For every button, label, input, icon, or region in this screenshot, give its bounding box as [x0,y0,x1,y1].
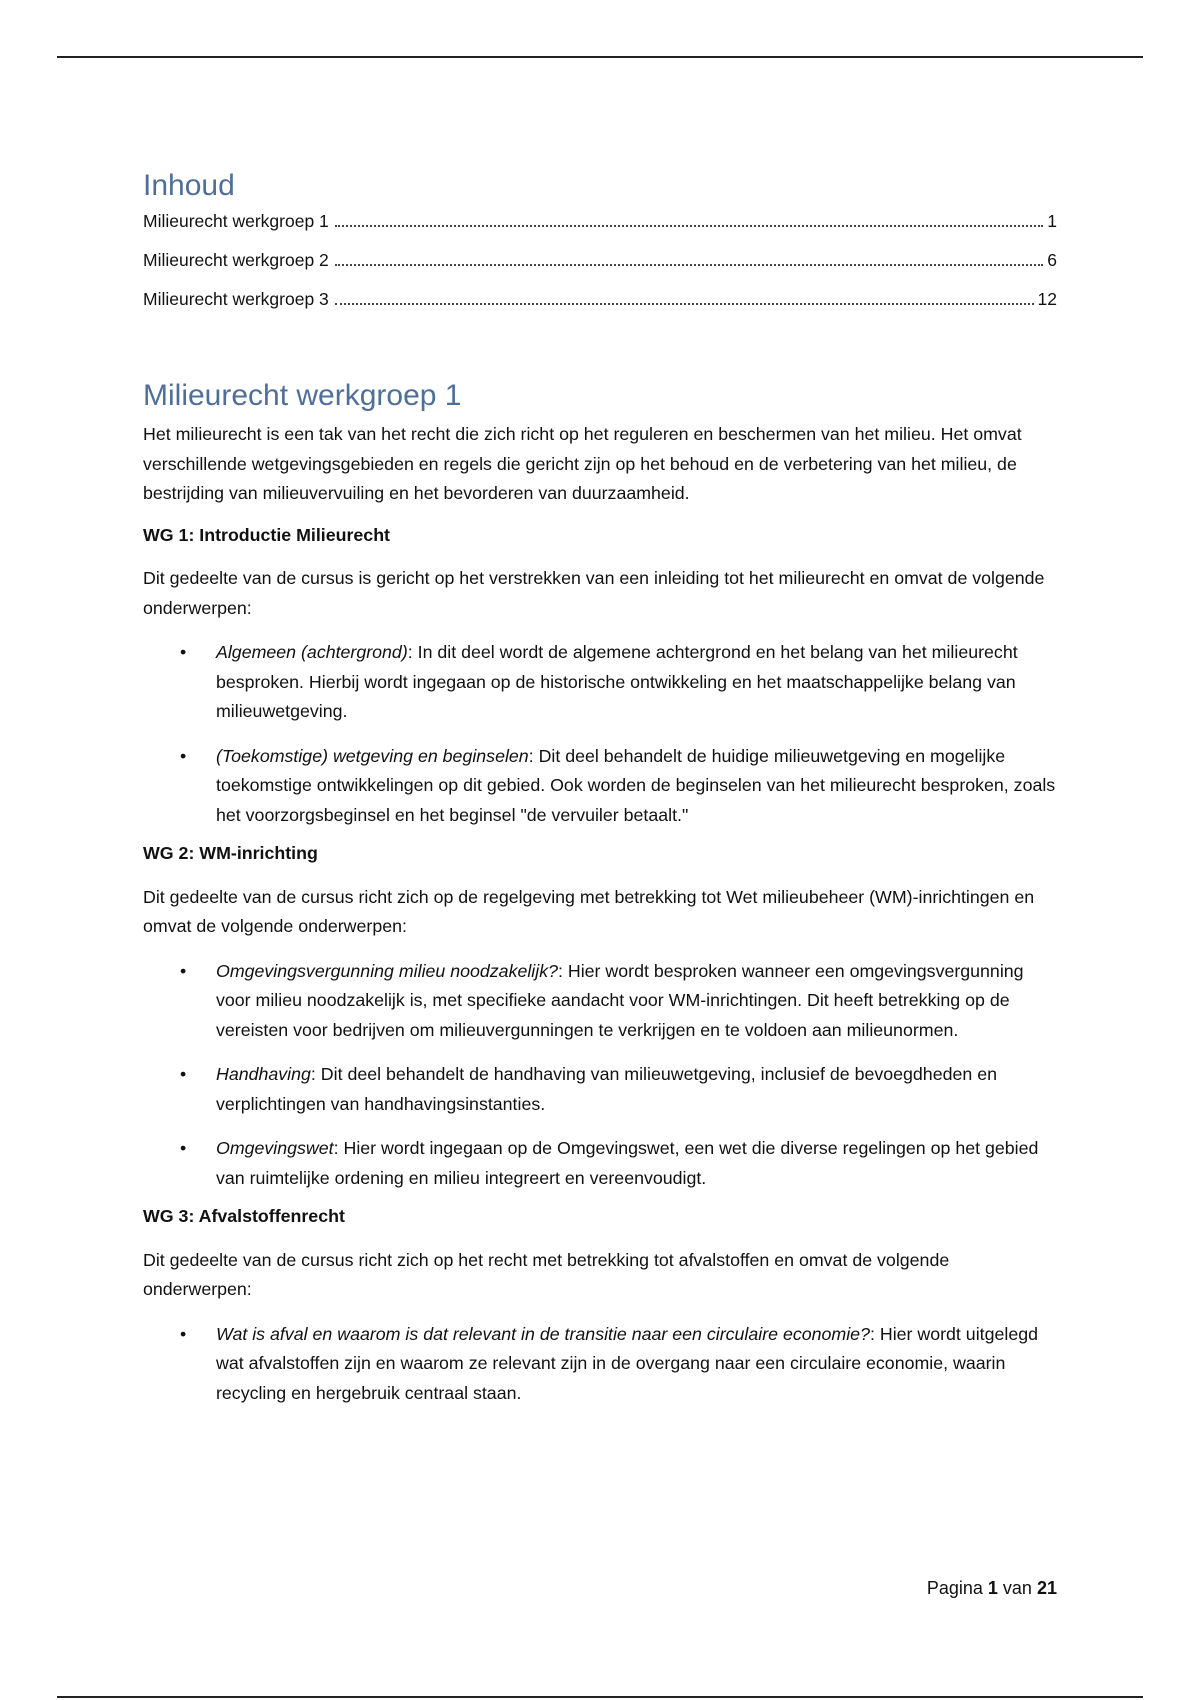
list-item [143,1134,1057,1193]
list-item-term: Omgevingswet [216,1138,334,1158]
toc-entry-3[interactable] [143,289,1057,328]
footer-current-page: 1 [987,1578,998,1598]
list-item-term: Algemeen (achtergrond) [216,642,408,662]
wg2-lead: Dit gedeelte van de cursus richt zich op de regelgeving met betrekking tot Wet milieubeheer (WM)-inrichtingen en omvat de volgende onderwerpen: [143,886,1035,936]
toc-leader [335,225,1043,227]
wg2-heading: WG 2: WM-inrichting [143,843,318,863]
wg3-topic-list [143,1320,1057,1409]
wg1-lead: Dit gedeelte van de cursus is gericht op het verstrekken van een inleiding tot het milieurecht en omvat de volgende onderwerpen: [143,568,1045,618]
list-item [143,742,1057,831]
list-item-text: : Hier wordt besproken wanneer een omgevingsvergunning voor milieu noodzakelijk is, met specifieke aandacht voor WM-inrichtingen. Dit heeft betrekking op de vereisten voor bedrijven om milieuvergunningen te verkrijgen en te voldoen aan milieunormen. [216,960,1024,1040]
wg3-heading: WG 3: Afvalstoffenrecht [143,1206,345,1226]
toc-entry-1[interactable] [143,211,1057,250]
section-intro: Het milieurecht is een tak van het recht die zich richt op het reguleren en beschermen van het milieu. Het omvat verschillende wetgevingsgebieden en regels die gericht zijn op het behoud en de verbetering van het milieu, de bestrijding van milieuvervuiling en het bevorderen van duurzaamheid. [143,424,1022,503]
header-rule [57,56,1143,58]
list-item-text: : In dit deel wordt de algemene achtergrond en het belang van het milieurecht besproken. Hierbij wordt ingegaan op de historische ontwikkeling en het maatschappelijke belang van milieuwetgeving. [216,642,1018,721]
list-item [143,1320,1057,1409]
list-item-text: : Dit deel behandelt de huidige milieuwetgeving en mogelijke toekomstige ontwikkelingen op dit gebied. Ook worden de beginselen van het milieurecht besproken, zoals het voorzorgsbeginsel en het beginsel "de vervuiler betaalt." [216,745,1056,825]
page-footer [927,1578,1057,1599]
toc-heading: Inhoud [143,169,235,202]
list-item-term: (Toekomstige) wetgeving en beginselen [216,745,529,766]
footer-total-pages: 21 [1036,1578,1057,1598]
list-item-term: Handhaving [216,1064,311,1084]
list-item-text: : Dit deel behandelt de handhaving van milieuwetgeving, inclusief de bevoegdheden en verplichtingen van handhavingsinstanties. [216,1064,997,1114]
toc-entry-title: Milieurecht werkgroep 2 [143,250,329,270]
toc-entry-page: 12 [1037,289,1057,309]
toc-leader [335,264,1043,266]
list-item [143,1060,1057,1119]
wg1-heading: WG 1: Introductie Milieurecht [143,524,390,545]
toc-entry-title: Milieurecht werkgroep 3 [143,289,329,309]
list-item-term: Omgevingsvergunning milieu noodzakelijk? [216,960,558,981]
toc-entry-page: 1 [1047,211,1057,231]
toc-entry-title: Milieurecht werkgroep 1 [143,211,329,231]
list-item [143,638,1057,727]
toc-entry-page: 6 [1047,250,1057,270]
list-item-text: : Hier wordt uitgelegd wat afvalstoffen zijn en waarom ze relevant zijn in de overgang naar een circulaire economie, waarin recycling en hergebruik centraal staan. [216,1323,1038,1403]
footer-label: Pagina [926,1578,983,1598]
table-of-contents [143,211,1057,328]
toc-leader [335,303,1034,305]
list-item-term: Wat is afval en waarom is dat relevant in de transitie naar een circulaire economie? [216,1323,870,1344]
wg1-topic-list [143,638,1057,830]
bullet-icon: • [180,1138,187,1158]
list-item-text: : Hier wordt ingegaan op de Omgevingswet, een wet die diverse regelingen op het gebied van ruimtelijke ordening en milieu integreert en vereenvoudigt. [216,1138,1039,1188]
page-content [143,168,1057,1423]
bullet-icon: • [180,960,187,981]
list-item [143,957,1057,1046]
wg2-topic-list [143,957,1057,1194]
footer-separator: van [1002,1578,1032,1598]
bullet-icon: • [180,1064,187,1084]
bullet-icon: • [180,1323,187,1344]
toc-entry-2[interactable] [143,250,1057,289]
wg3-lead: Dit gedeelte van de cursus richt zich op het recht met betrekking tot afvalstoffen en omvat de volgende onderwerpen: [143,1249,950,1299]
bullet-icon: • [180,642,187,662]
bullet-icon: • [180,745,187,766]
footer-rule [57,1696,1143,1698]
section-title: Milieurecht werkgroep 1 [143,379,462,412]
